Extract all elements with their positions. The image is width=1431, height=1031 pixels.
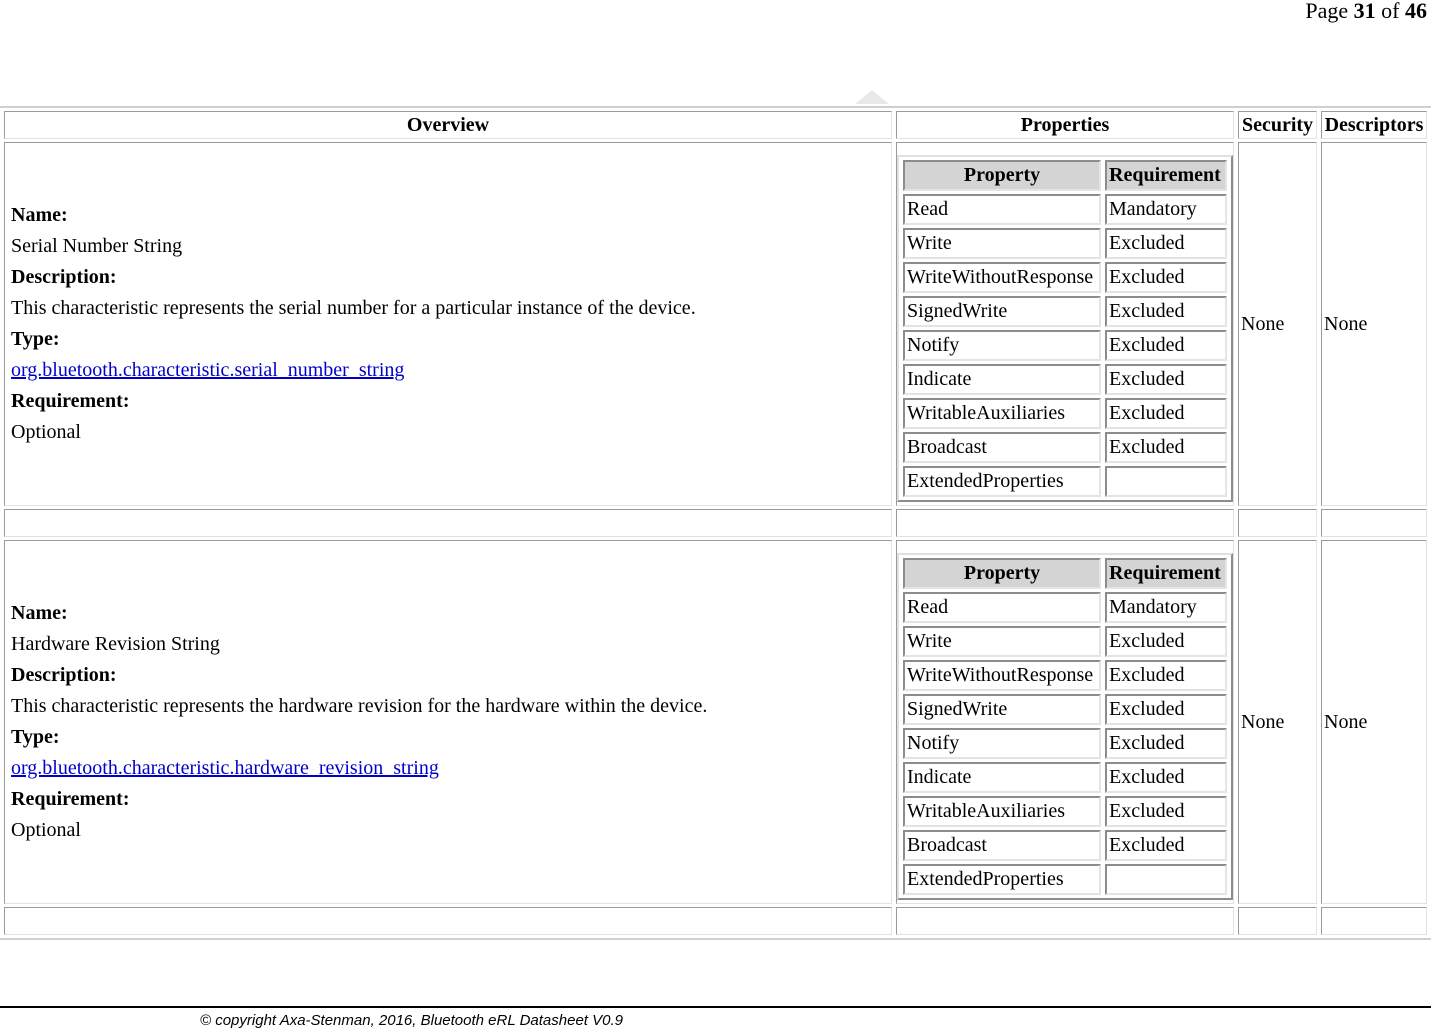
descriptors-cell: None [1321,540,1427,904]
name-value: Hardware Revision String [11,633,220,655]
property-header: Property [903,558,1101,589]
requirement-label: Requirement: [11,788,130,810]
property-name: Read [903,194,1101,225]
characteristic-row [4,142,1427,506]
property-requirement: Excluded [1105,364,1227,395]
empty-cell [896,509,1234,537]
property-row [903,830,1227,861]
property-name: Indicate [903,762,1101,793]
property-name: Notify [903,728,1101,759]
property-name: Broadcast [903,432,1101,463]
requirement-value: Optional [11,421,81,443]
property-name: Write [903,626,1101,657]
property-requirement: Excluded [1105,228,1227,259]
property-row [903,660,1227,691]
property-row [903,694,1227,725]
page-current: 31 [1353,0,1376,23]
empty-cell [896,907,1234,935]
empty-cell [4,509,892,537]
characteristics-table [0,106,1431,940]
description-label: Description: [11,664,117,686]
property-requirement: Excluded [1105,330,1227,361]
type-link[interactable]: org.bluetooth.characteristic.hardware_revision_string [11,757,439,779]
property-name: Write [903,228,1101,259]
properties-table [897,553,1233,900]
requirement-value: Optional [11,819,81,841]
property-name: ExtendedProperties [903,466,1101,497]
property-name: Read [903,592,1101,623]
security-header: Security [1238,111,1317,139]
empty-cell [1238,509,1317,537]
property-requirement: Excluded [1105,432,1227,463]
properties-header: Properties [896,111,1234,139]
properties-cell [896,540,1234,904]
property-row [903,194,1227,225]
property-name: Indicate [903,364,1101,395]
page-of-label: of [1381,0,1400,23]
properties-table [897,155,1233,502]
property-name: WriteWithoutResponse [903,262,1101,293]
characteristic-row [4,540,1427,904]
property-requirement: Excluded [1105,296,1227,327]
type-link[interactable]: org.bluetooth.characteristic.serial_number_string [11,359,405,381]
type-label: Type: [11,726,60,748]
page-label: Page [1305,0,1349,23]
footer-copyright: © copyright Axa-Stenman, 2016, Bluetooth eRL Datasheet V0.9 [200,1012,623,1029]
property-requirement: Excluded [1105,660,1227,691]
requirement-header: Requirement [1105,160,1227,191]
description-value: This characteristic represents the hardware revision for the hardware within the device. [11,695,708,717]
empty-row [4,907,1427,935]
footer-divider [0,1006,1431,1008]
property-name: WritableAuxiliaries [903,796,1101,827]
name-label: Name: [11,602,68,624]
property-name: SignedWrite [903,296,1101,327]
property-row [903,728,1227,759]
property-name: ExtendedProperties [903,864,1101,895]
overview-header: Overview [4,111,892,139]
property-requirement: Excluded [1105,694,1227,725]
type-label: Type: [11,328,60,350]
decorative-shape [855,90,889,104]
name-value: Serial Number String [11,235,183,257]
property-header: Property [903,160,1101,191]
property-requirement: Excluded [1105,796,1227,827]
property-name: SignedWrite [903,694,1101,725]
overview-cell [4,142,892,506]
property-row [903,262,1227,293]
property-requirement: Excluded [1105,262,1227,293]
page-number [1305,0,1427,22]
property-row [903,330,1227,361]
page-total: 46 [1405,0,1427,23]
requirement-header: Requirement [1105,558,1227,589]
property-row [903,762,1227,793]
property-requirement: Excluded [1105,728,1227,759]
properties-cell [896,142,1234,506]
property-requirement: Excluded [1105,398,1227,429]
property-requirement [1105,864,1227,895]
description-value: This characteristic represents the serial number for a particular instance of the device. [11,297,696,319]
properties-header-row [903,558,1227,589]
empty-row [4,509,1427,537]
property-row [903,432,1227,463]
requirement-label: Requirement: [11,390,130,412]
description-label: Description: [11,266,117,288]
header-row [4,111,1427,139]
property-name: WritableAuxiliaries [903,398,1101,429]
overview-cell [4,540,892,904]
property-name: WriteWithoutResponse [903,660,1101,691]
descriptors-cell: None [1321,142,1427,506]
descriptors-header: Descriptors [1321,111,1427,139]
property-row [903,296,1227,327]
property-row [903,466,1227,497]
name-label: Name: [11,204,68,226]
property-row [903,592,1227,623]
properties-header-row [903,160,1227,191]
property-name: Notify [903,330,1101,361]
property-requirement: Excluded [1105,626,1227,657]
security-cell: None [1238,142,1317,506]
property-requirement: Excluded [1105,762,1227,793]
property-row [903,796,1227,827]
property-row [903,364,1227,395]
property-name: Broadcast [903,830,1101,861]
empty-cell [4,907,892,935]
empty-cell [1238,907,1317,935]
property-requirement: Mandatory [1105,592,1227,623]
security-cell: None [1238,540,1317,904]
property-row [903,864,1227,895]
property-requirement: Mandatory [1105,194,1227,225]
empty-cell [1321,907,1427,935]
property-requirement [1105,466,1227,497]
empty-cell [1321,509,1427,537]
property-requirement: Excluded [1105,830,1227,861]
property-row [903,626,1227,657]
property-row [903,228,1227,259]
property-row [903,398,1227,429]
